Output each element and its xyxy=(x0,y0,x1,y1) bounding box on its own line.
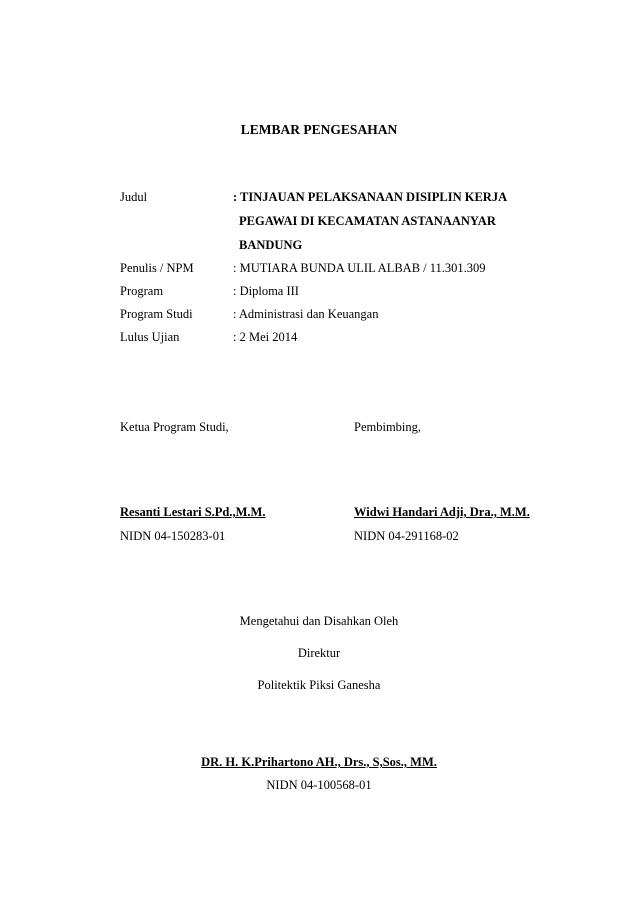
pembimbing-nidn: NIDN 04-291168-02 xyxy=(354,529,459,543)
lulus-ujian-label: Lulus Ujian xyxy=(120,330,180,344)
judul-value-line2: PEGAWAI DI KECAMATAN ASTANAANYAR xyxy=(239,214,496,228)
program-studi-label: Program Studi xyxy=(120,307,193,321)
penulis-value: : MUTIARA BUNDA ULIL ALBAB / 11.301.309 xyxy=(233,261,486,275)
program-value: : Diploma III xyxy=(233,284,299,298)
program-label: Program xyxy=(120,284,164,298)
approval-line1: Mengetahui dan Disahkan Oleh xyxy=(239,614,399,628)
ketua-name: Resanti Lestari S.Pd.,M.M. xyxy=(120,505,266,519)
pembimbing-role: Pembimbing, xyxy=(354,420,422,434)
pembimbing-name: Widwi Handari Adji, Dra., M.M. xyxy=(354,505,530,519)
ketua-nidn: NIDN 04-150283-01 xyxy=(120,529,226,543)
direktur-name xyxy=(0,755,638,770)
page-title: LEMBAR PENGESAHAN xyxy=(240,122,398,137)
judul-value-line1: : TINJAUAN PELAKSANAAN DISIPLIN KERJA xyxy=(233,190,508,204)
ketua-role: Ketua Program Studi, xyxy=(120,420,229,434)
direktur-nidn: NIDN 04-100568-01 xyxy=(266,778,372,792)
direktur-name-text: DR. H. K.Prihartono AH., Drs., S,Sos., MM. xyxy=(201,755,437,769)
approval-line3: Politektik Piksi Ganesha xyxy=(257,678,381,692)
judul-value-line3: BANDUNG xyxy=(239,238,303,252)
penulis-label: Penulis / NPM xyxy=(120,261,194,275)
program-studi-value: : Administrasi dan Keuangan xyxy=(233,307,379,321)
judul-label: Judul xyxy=(120,190,148,204)
approval-line2: Direktur xyxy=(297,646,341,660)
lulus-ujian-value: : 2 Mei 2014 xyxy=(233,330,298,344)
